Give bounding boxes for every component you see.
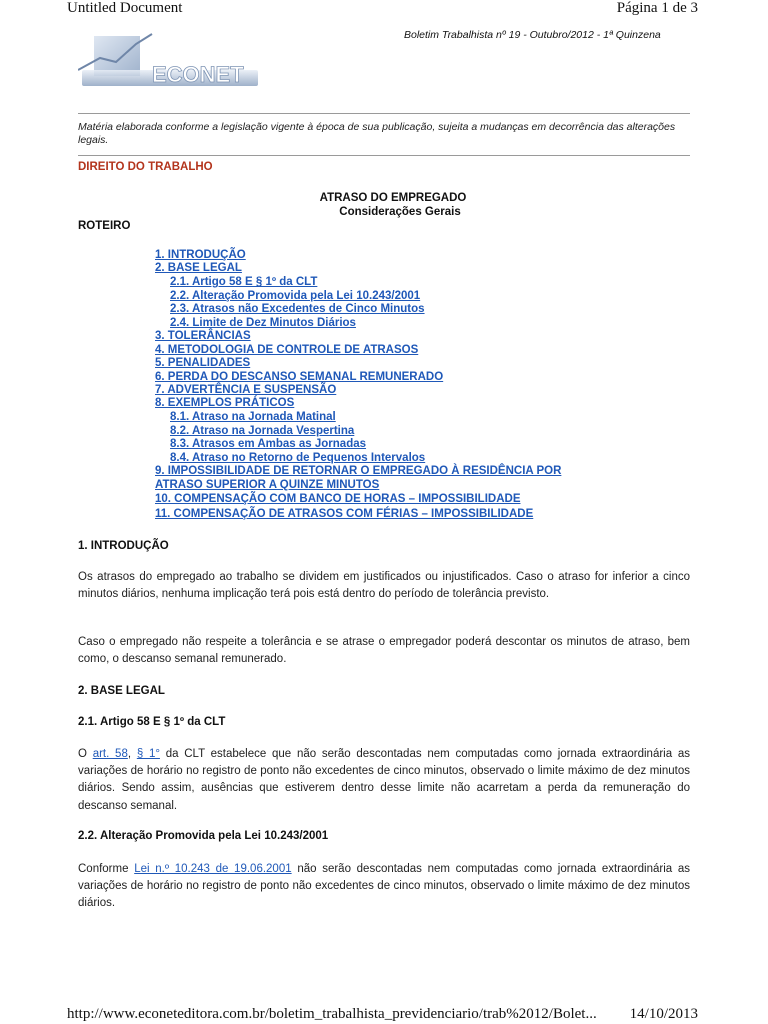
document-title: Untitled Document	[67, 0, 183, 16]
toc-link[interactable]: 11. COMPENSAÇÃO DE ATRASOS COM FÉRIAS – IMPOSSIBILIDADE	[155, 508, 534, 520]
article-subtitle: Considerações Gerais	[339, 206, 461, 218]
bulletin-info: Boletim Trabalhista nº 19 - Outubro/2012 - 1ª Quinzena	[404, 29, 661, 41]
divider	[78, 113, 690, 114]
section-title: 2.2. Alteração Promovida pela Lei 10.243/2001	[78, 830, 329, 842]
toc-link[interactable]: 9. IMPOSSIBILIDADE DE RETORNAR O EMPREGADO À RESIDÊNCIA POR	[155, 465, 562, 477]
text-fragment: ,	[127, 748, 137, 760]
toc-link[interactable]: 2.1. Artigo 58 E § 1º da CLT	[170, 276, 318, 288]
paragraph	[78, 746, 690, 815]
article-title: ATRASO DO EMPREGADO	[319, 192, 467, 204]
toc-link[interactable]: 2.2. Alteração Promovida pela Lei 10.243/2001	[170, 290, 421, 302]
paragraph	[78, 861, 690, 913]
toc-link[interactable]: 7. ADVERTÊNCIA E SUSPENSÃO	[155, 384, 337, 396]
toc-link[interactable]: 6. PERDA DO DESCANSO SEMANAL REMUNERADO	[155, 371, 444, 383]
toc-link[interactable]: 8.3. Atrasos em Ambas as Jornadas	[170, 438, 367, 450]
paragraph: Caso o empregado não respeite a tolerância e se atrase o empregador poderá descontar os minutos de atraso, bem como, o descanso semanal remunerado.	[78, 636, 690, 666]
toc-link[interactable]: 3. TOLERÂNCIAS	[155, 330, 251, 342]
toc-link[interactable]: 10. COMPENSAÇÃO COM BANCO DE HORAS – IMPOSSIBILIDADE	[155, 493, 521, 505]
econet-logo	[78, 30, 260, 88]
section-heading: DIREITO DO TRABALHO	[78, 161, 213, 173]
text-fragment: Conforme	[78, 863, 135, 875]
section-title: 2. BASE LEGAL	[78, 685, 165, 697]
toc-link[interactable]: 1. INTRODUÇÃO	[155, 249, 246, 261]
paragraph-1-link[interactable]: § 1°	[136, 748, 160, 760]
text-fragment: não serão descontadas nem computadas como jornada extraordinária as variações de horário no registro de ponto não excedentes de cinco minutos, observado o limite máximo de dez minutos diários.	[78, 863, 690, 910]
section-title: 2.1. Artigo 58 E § 1º da CLT	[78, 716, 226, 728]
toc-link[interactable]: 2. BASE LEGAL	[155, 262, 242, 274]
lei-link[interactable]: Lei n.º 10.243 de 19.06.2001	[134, 863, 292, 875]
toc-link[interactable]: 8. EXEMPLOS PRÁTICOS	[155, 397, 295, 409]
divider	[78, 155, 690, 156]
section-title: 1. INTRODUÇÃO	[78, 540, 169, 552]
page-indicator: Página 1 de 3	[616, 0, 698, 16]
toc-link[interactable]: 8.4. Atraso no Retorno de Pequenos Intervalos	[170, 452, 426, 464]
toc-link[interactable]: 8.1. Atraso na Jornada Matinal	[170, 411, 336, 423]
paragraph: Os atrasos do empregado ao trabalho se dividem em justificados ou injustificados. Caso o atraso for inferior a cinco minutos diários, nenhuma implicação terá pois está dentro do período de tolerância previsto.	[78, 571, 690, 601]
art58-link[interactable]: art. 58	[92, 748, 128, 760]
toc-link[interactable]: 5. PENALIDADES	[155, 357, 251, 369]
toc-link[interactable]: 2.4. Limite de Dez Minutos Diários	[170, 317, 356, 329]
toc-link[interactable]: 2.3. Atrasos não Excedentes de Cinco Minutos	[170, 303, 425, 315]
logo-text: ECONET	[152, 62, 244, 87]
page-url: http://www.econeteditora.com.br/boletim_trabalhista_previdenciario/trab%2012/Bolet...	[67, 1006, 597, 1022]
toc-link[interactable]: 8.2. Atraso na Jornada Vespertina	[170, 425, 355, 437]
roteiro-label: ROTEIRO	[78, 220, 131, 232]
toc-link[interactable]: 4. METODOLOGIA DE CONTROLE DE ATRASOS	[155, 344, 419, 356]
text-fragment: O	[78, 748, 93, 760]
disclaimer: Matéria elaborada conforme a legislação vigente à época de sua publicação, sujeita a mudanças em decorrência das alterações legais.	[78, 121, 676, 146]
print-date: 14/10/2013	[629, 1006, 698, 1022]
toc-link[interactable]: ATRASO SUPERIOR A QUINZE MINUTOS	[155, 479, 380, 491]
text-fragment: da CLT estabelece que não serão descontadas nem computadas como jornada extraordinária as variações de horário no registro de ponto não excedentes de cinco minutos, observado o limite máximo de dez minutos diários. Sendo assim, ausências que estiverem dentro desse limite não acarretam a perda da remuneração do descanso semanal.	[78, 748, 691, 812]
